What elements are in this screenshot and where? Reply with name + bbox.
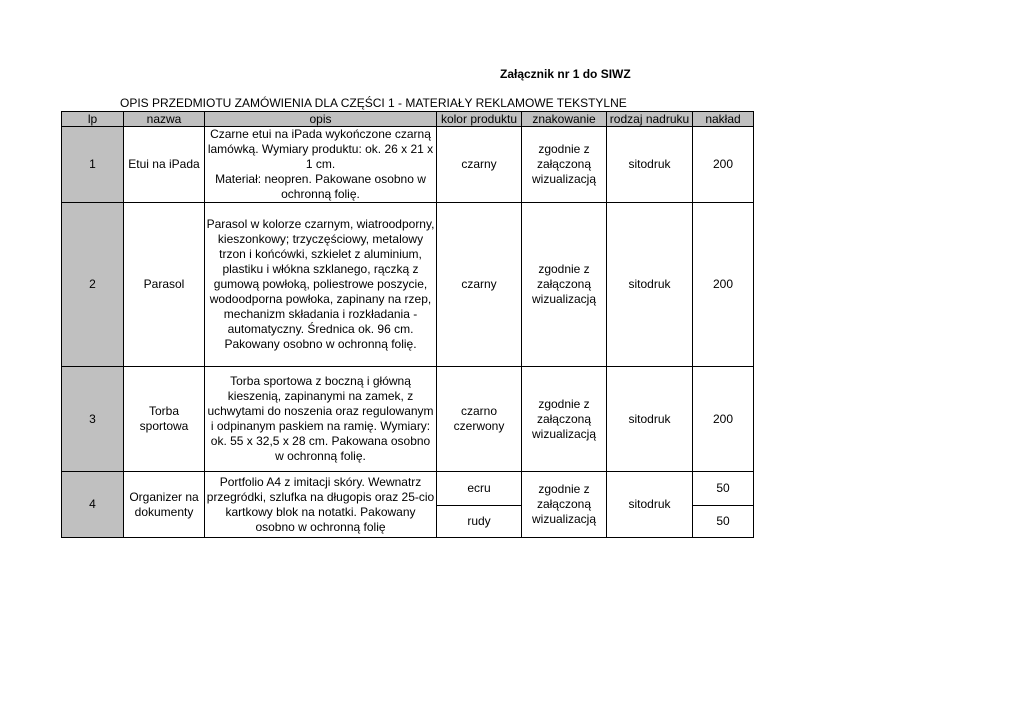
table-row xyxy=(62,203,754,367)
cell-kolor: czarno czerwony xyxy=(437,367,522,472)
cell-opis: Portfolio A4 z imitacji skóry. Wewnatrz przegródki, szlufka na długopis oraz 25-cio kartkowy blok na notatki. Pakowany osobno w ochronną folię xyxy=(205,472,437,538)
column-header-lp: lp xyxy=(62,112,124,127)
cell-nazwa: Parasol xyxy=(124,203,205,367)
cell-naklad: 200 xyxy=(693,127,754,203)
cell-znakowanie: zgodnie z załączoną wizualizacją xyxy=(522,127,607,203)
cell-kolor: czarny xyxy=(437,203,522,367)
table-header-row xyxy=(62,112,754,127)
cell-nadruk: sitodruk xyxy=(607,127,693,203)
cell-kolor: ecru xyxy=(437,472,522,506)
cell-naklad: 200 xyxy=(693,203,754,367)
cell-opis-text: Czarne etui na iPada wykończone czarną lamówką. Wymiary produktu: ok. 26 x 21 x 1 cm. Materiał: neopren. Pakowane osobno w ochronną folię. xyxy=(207,127,434,201)
column-header-kolor: kolor produktu xyxy=(437,112,522,127)
cell-kolor: czarny xyxy=(437,127,522,203)
cell-nazwa: Torba sportowa xyxy=(124,367,205,472)
specification-table xyxy=(61,111,754,538)
column-header-znakowanie: znakowanie xyxy=(522,112,607,127)
cell-nazwa: Organizer na dokumenty xyxy=(124,472,205,538)
table-row xyxy=(62,127,754,203)
cell-nadruk: sitodruk xyxy=(607,472,693,538)
cell-kolor: rudy xyxy=(437,506,522,538)
cell-lp: 4 xyxy=(62,472,124,538)
column-header-naklad: nakład xyxy=(693,112,754,127)
cell-lp: 3 xyxy=(62,367,124,472)
column-header-nadruk: rodzaj nadruku xyxy=(607,112,693,127)
document-title: OPIS PRZEDMIOTU ZAMÓWIENIA DLA CZĘŚCI 1 - MATERIAŁY REKLAMOWE TEKSTYLNE xyxy=(120,96,627,110)
annex-label: Załącznik nr 1 do SIWZ xyxy=(500,67,631,81)
table-row xyxy=(62,472,754,506)
cell-naklad: 50 xyxy=(693,472,754,506)
cell-lp: 2 xyxy=(62,203,124,367)
cell-znakowanie: zgodnie z załączoną wizualizacją xyxy=(522,367,607,472)
cell-nazwa: Etui na iPada xyxy=(124,127,205,203)
cell-znakowanie: zgodnie z załączoną wizualizacją xyxy=(522,472,607,538)
table-row xyxy=(62,367,754,472)
cell-naklad: 200 xyxy=(693,367,754,472)
cell-naklad: 50 xyxy=(693,506,754,538)
column-header-opis: opis xyxy=(205,112,437,127)
cell-opis: Parasol w kolorze czarnym, wiatroodporny, kieszonkowy; trzyczęściowy, metalowy trzon i końcówki, szkielet z aluminium, plastiku i włókna szklanego, rączką z gumową powłoką, poliestrowe poszycie, wodoodporna powłoka, zapinany na rzep, mechanizm składania i rozkładania - automatyczny. Średnica ok. 96 cm. Pakowany osobno w ochronną folię. xyxy=(205,203,437,367)
cell-nadruk: sitodruk xyxy=(607,203,693,367)
cell-nadruk: sitodruk xyxy=(607,367,693,472)
cell-opis: Torba sportowa z boczną i główną kieszenią, zapinanymi na zamek, z uchwytami do noszenia oraz regulowanym i odpinanym paskiem na ramię. Wymiary: ok. 55 x 32,5 x 28 cm. Pakowana osobno w ochronną folię. xyxy=(205,367,437,472)
cell-lp: 1 xyxy=(62,127,124,203)
cell-znakowanie: zgodnie z załączoną wizualizacją xyxy=(522,203,607,367)
column-header-nazwa: nazwa xyxy=(124,112,205,127)
cell-opis xyxy=(205,127,437,203)
